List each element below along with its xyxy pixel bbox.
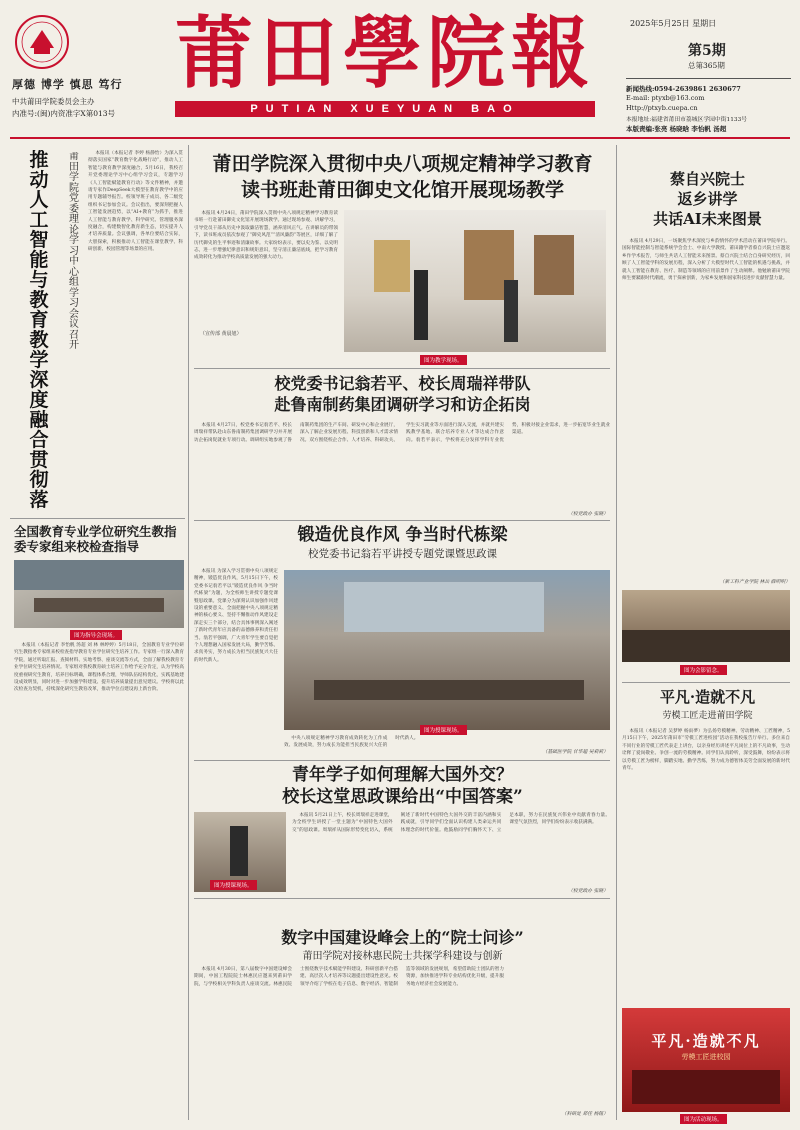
issue-date: 2025年5月25日 星期日	[630, 19, 717, 28]
lead-photo	[344, 210, 606, 352]
lead-headline: 莆田学院深入贯彻中央八项规定精神学习教育	[212, 153, 593, 175]
right-body: 本报讯 4月29日，一场聚焦学术深度与乡韵情怀的学术活动在莆田学院举行。国际智能控制与智能系统学会会士、中南大学教授、莆田籍学者蔡自兴院士应邀返乡作学术报告，与师生共话人工智能未来图景。蔡自兴院士结合自身研究经历，回顾了人工智能学科的发展历程，深入分析了大模型时代人工智能的机遇与挑战，并就人工智能在教育、医疗、制造等领域的应用前景作了生动阐释。他勉励莆田学院师生要紧跟时代潮流，勇于探索创新，为家乡发展和国家科技进步贡献智慧力量。	[622, 239, 790, 282]
left-vertical-subhead: 莆田学院党委理论学习中心组学习会议召开	[69, 152, 79, 351]
second-body: 本报讯 4月27日，校党委书记翁若平、校长周瑞祥带队赴山东鲁南制药集团调研学习并开展访企拓岗促就业专项行动。调研组实地参观了鲁南制药集团的生产车间、研发中心和企业展厅，深入了解企业发展历程、科技创新和人才需求情况。双方围绕校企合作、人才培养、科研攻关、学生实习就业等方面进行深入交流，并就共建实践教学基地、联合培养专业人才等达成合作意向。翁若平表示，学校将充分发挥学科专业优势，积极对接企业需求，进一步拓宽毕业生就业渠道。	[194, 423, 610, 443]
digital-body: 本报讯 4月30日，第八届数字中国建设峰会期间，中国工程院院士林惠民应邀来到莆田学院，与学校相关学科负责人座谈交流。林惠民院士围绕数字技术赋能学科建设、科研创新平台搭建、高层次人才培养等议题提出建设性意见。校领导介绍了学校在电子信息、数字经济、智能制造等领域的发展规划，希望借助院士团队的智力资源，加快推进学科专业结构优化升级，提升服务地方经济社会发展能力。	[194, 967, 504, 987]
second-headline: 校党委书记翁若平、校长周瑞祥带队	[274, 374, 531, 393]
second-signature: （校党政办 张晓）	[568, 512, 608, 517]
youth-signature: （校党政办 张晓）	[568, 889, 608, 894]
address: 本报地址:福建省莆田市荔城区学园中街1133号	[626, 117, 748, 123]
forge-photo-caption: 图为授课现场。	[420, 725, 467, 735]
issue-total: 总第365期	[688, 61, 725, 70]
digital-signature: （科研处 郑佳 杨铭）	[561, 1112, 608, 1117]
issue-number: 第5期	[688, 43, 726, 59]
digital-headline: 数字中国建设峰会上的“院士问诊”	[281, 928, 524, 947]
event-poster-photo	[622, 1008, 790, 1112]
right-photo-caption: 图为会影留念。	[680, 665, 727, 675]
right-headline-2: 返乡讲学	[677, 190, 738, 208]
masthead-title: 莆田學院報	[175, 8, 595, 99]
right-subhead-b: 劳模工匠走进莆田学院	[662, 711, 753, 721]
poster-title: 平凡·造就不凡	[651, 1032, 761, 1050]
masthead-pinyin: PUTIAN XUEYUAN BAO	[250, 103, 520, 115]
masthead-serial: 内准号:(闽)内资准字X第013号	[12, 109, 116, 118]
left-article-body-2: 本报讯（本报记者 李怡帆 汤超 刘 林 林婷婷）5月18日，全国教育专业学位研究生教指委专家组来校检查指导教育专业学位研究生培养工作。专家组一行深入教育学院，通过听取汇报、查阅材料、实地考察、座谈交流等方式，全面了解我校教育专业学位研究生培养情况。专家组对我校教育硕士培养工作给予充分肯定，认为学校高度重视研究生教育，培养目标明确，课程体系合理，导师队伍结构优化，实践基地建设成效明显，同时对进一步加强学科建设、提升培养质量提出意见建议。学校将以此次检查为契机，持续深化研究生教育改革，推动学位点建设再上新台阶。	[14, 643, 184, 693]
editors: 本版责编:张亮 杨晓晗 李怡帆 汤超	[626, 125, 727, 133]
news-hotline: 新闻热线:0594-2639861 2630677	[626, 85, 741, 93]
lead-photo-caption: 图为教学现场。	[420, 355, 467, 365]
group-photo	[622, 590, 790, 662]
left-photo-caption: 图为指导会现场。	[70, 630, 122, 640]
forge-photo	[284, 570, 610, 730]
second-headline-2: 赴鲁南制药集团调研学习和访企拓岗	[274, 395, 531, 414]
youth-headline: 青年学子如何理解大国外交？	[292, 765, 513, 785]
masthead-motto: 厚德 博学 慎思 笃行	[12, 78, 123, 91]
email: E-mail: ptyxb@163.com	[626, 94, 705, 102]
left-article-body: 本报讯（本报记者 李婷 杨静怡）为深入贯彻落实国家“教育数字化战略行动”，推动人工智能与教育教学深度融合，5月16日，我校召开党委理论学习中心组学习会议，专题学习《人工智能赋能教育行动》等文件精神，并邀请专家作DeepSeek大模型在教育教学中的应用专题辅导报告。校领导班子成员、各二级党组织书记参加会议。会议指出，要深刻把握人工智能发展趋势，以“AI+教育”为抓手，推进人工智能与教育教学、科学研究、管理服务深度融合，构建数智化教育新生态，切实提升人才培养质量。会议强调，各单位要结合实际，大胆探索，积极推动人工智能在课堂教学、科研创新、校园管理等场景的应用。	[88, 151, 183, 253]
forge-tail: 中央八项规定精神学习教育成效转化为工作成效、发展成效，努力成长为能担当民族复兴大任的时代新人。	[284, 736, 419, 749]
youth-photo-caption: 图为授课现场。	[210, 880, 257, 890]
right-signature: （新工科产业学院 林岳 薛明明）	[719, 580, 790, 585]
left-headline-2: 全国教育专业学位研究生教指委专家组来校检查指导	[14, 524, 177, 554]
forge-signature: （基础医学院 甘华超 吴莉莉）	[542, 750, 608, 755]
lead-signature: （宣传部 黄晨旭）	[200, 331, 242, 337]
digital-subhead: 莆田学院对接林惠民院士共探学科建设与创新	[302, 951, 503, 962]
left-vertical-headline: 推动人工智能与教育教学深度融合 贯彻落	[29, 150, 49, 510]
lead-body: 本报讯 4月24日，莆田学院深入贯彻中央八项规定精神学习教育读书班一行赴莆田御史文化馆开展现场教学。通过现场参观、讲解学习，引导党员干部从历史中汲取廉洁智慧，涵养清风正气。在讲解员的带领下，读书班成员依次参观了“御史风范”“清风廉韵”等展区，详细了解了历代御史的生平事迹和清廉故事。大家纷纷表示，要以史为鉴、以史明志，进一步增强纪律意识和规矩意识，坚守清正廉洁底线，把学习教育成效转化为推动学校高质量发展的强大动力。	[194, 211, 338, 261]
lead-headline-2: 读书班赴莆田御史文化馆开展现场教学	[240, 179, 564, 201]
right-body-2: 本报讯（本报记者 吴梦婷 杨雨夢）为弘扬劳模精神、劳动精神、工匠精神，5月15日下午，2025年莆田市“劳模工匠进校园”活动在我校报告厅举行。多位来自不同行业的劳模工匠代表走上讲台，以亲身经历讲述平凡岗位上的不凡故事，生动诠释了爱岗敬业、争创一流的劳模精神。同学们认真聆听，深受鼓舞，纷纷表示将以劳模工匠为榜样，脚踏实地、勤学苦练，努力成为德智体美劳全面发展的新时代青年。	[622, 729, 790, 772]
youth-headline-2: 校长这堂思政课给出“中国答案”	[282, 787, 523, 807]
forge-headline: 锻造优良作风 争当时代栋梁	[297, 525, 508, 545]
meeting-photo	[14, 560, 184, 628]
website: Http://ptxyb.cuepa.cn	[626, 104, 698, 112]
right-headline-3: 共话AI未来图景	[653, 210, 762, 228]
poster-subtitle: 劳模工匠进校园	[681, 1053, 731, 1061]
right-photo-caption-2: 图为活动现场。	[680, 1114, 727, 1124]
youth-body: 本报讯 5月21日上午，校长周瑞祥走进课堂，为全校学生讲授了一堂主题为“中国特色大国外交”的思政课。周瑞祥从国际形势变化切入，系统阐述了新时代中国特色大国外交的丰富内涵和实践成就，引导同学们全面认识构建人类命运共同体理念的时代价值。他鼓励同学们胸怀天下、立足本职，努力在民族复兴伟业中贡献青春力量。课堂气氛热烈，同学们纷纷表示收获满满。	[292, 813, 610, 833]
right-headline-b: 平凡·造就不凡	[659, 688, 756, 706]
forge-body: 本报讯 为深入学习贯彻中央八项规定精神，锻造优良作风，5月15日下午，校党委书记翁若平以“锻造优良作风 争当时代栋梁”为题，为全校师生讲授专题党课暨思政课。党课分为深刻认识加强作风建设的重要意义、全面把握中央八项规定精神的核心要义、坚持不懈推动作风建设走深走实三个部分，结合具体事例深入阐述了新时代青年应具备的品德修养和责任担当。翁若平强调，广大青年学生要自觉把个人理想融入国家发展大局，勤学苦练、求真务实，努力成长为担当民族复兴大任的时代新人。	[194, 569, 278, 663]
right-headline: 蔡自兴院士	[669, 170, 745, 188]
forge-subhead: 校党委书记翁若平讲授专题党课暨思政课	[308, 548, 497, 560]
college-emblem-icon	[14, 14, 70, 70]
masthead-publisher: 中共莆田学院委员会主办	[12, 97, 95, 106]
